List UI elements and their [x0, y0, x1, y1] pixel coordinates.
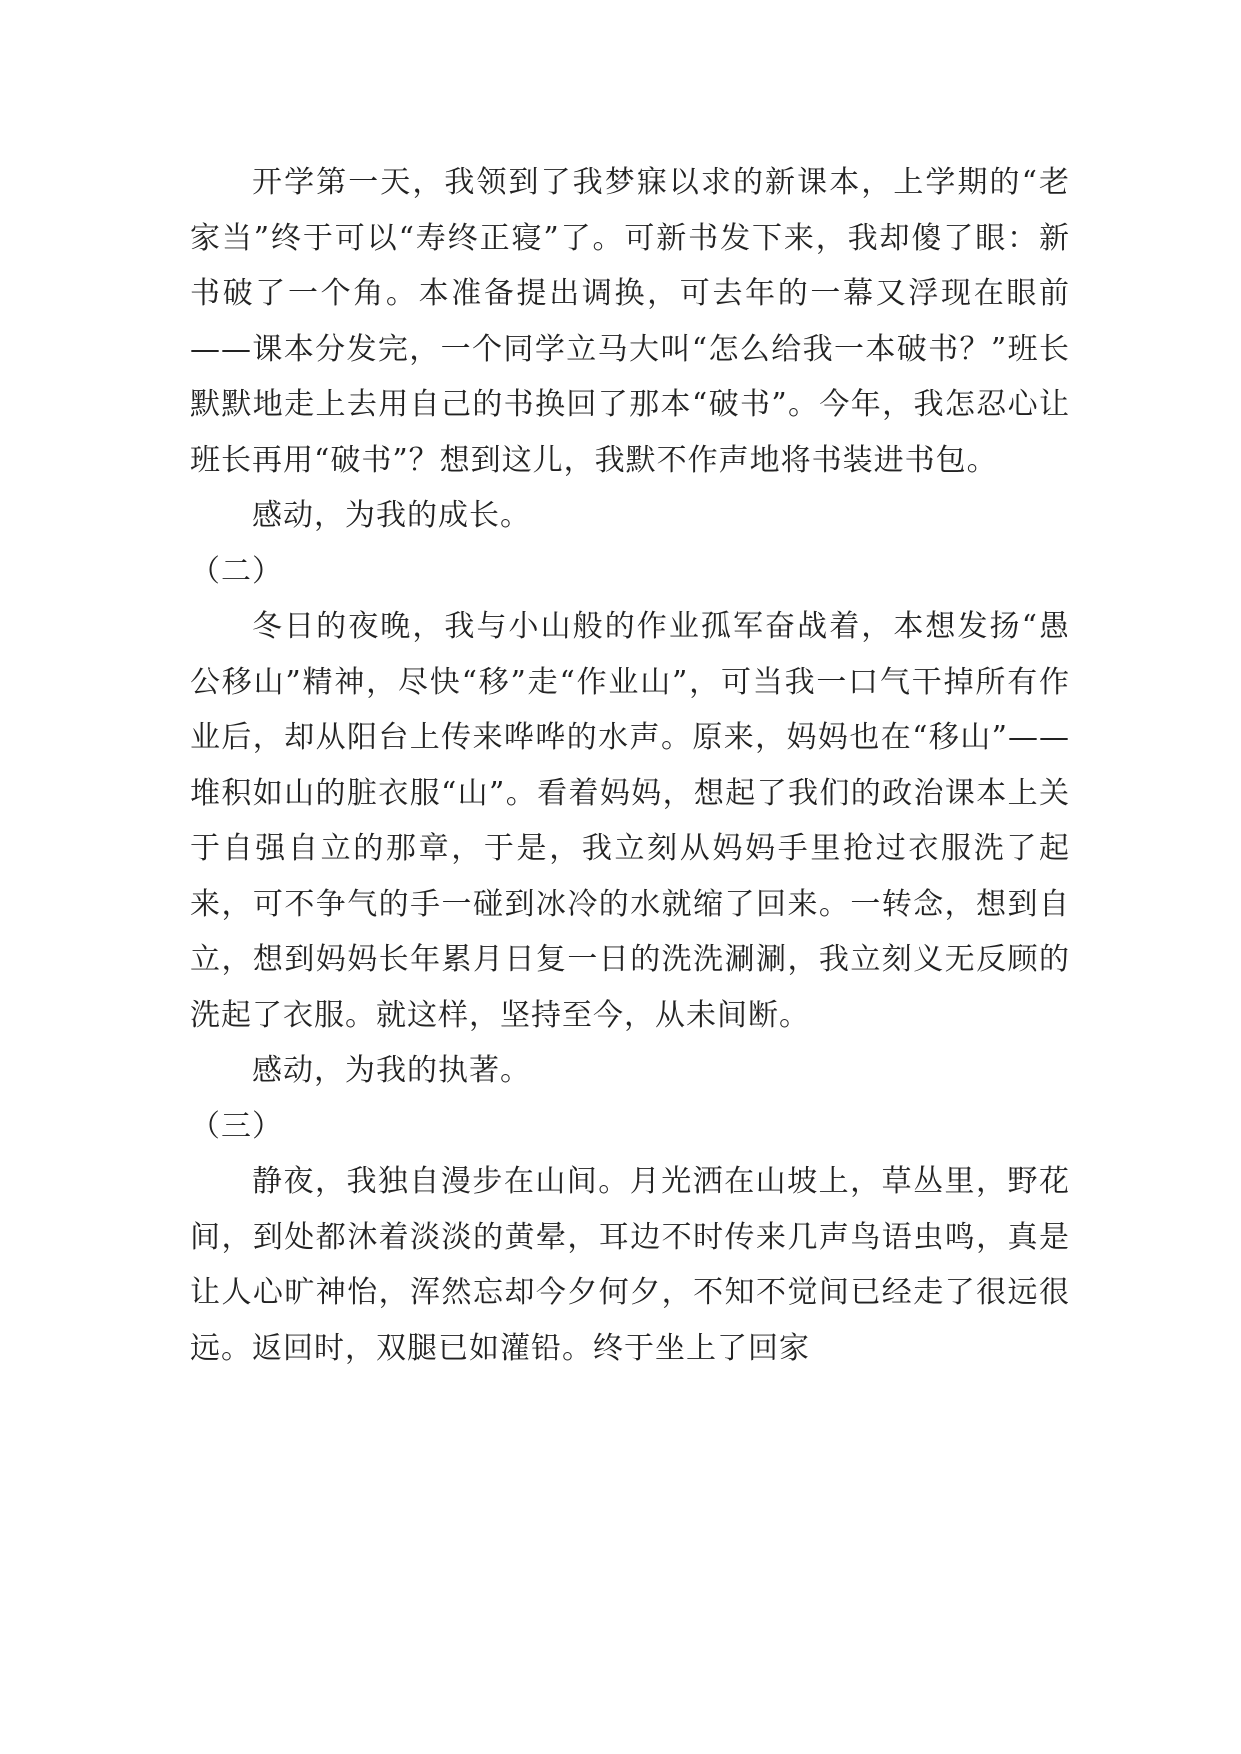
paragraph-new-textbook: 开学第一天，我领到了我梦寐以求的新课本，上学期的“老家当”终于可以“寿终正寝”了。可新书发下来，我却傻了眼：新书破了一个角。本准备提出调换，可去年的一幕又浮现在眼前——课本分发完，一个同学立马大叫“怎么给我一本破书？”班长默默地走上去用自己的书换回了那本“破书”。今年，我怎忍心让班长再用“破书”？想到这儿，我默不作声地将书装进书包。: [190, 165, 1070, 478]
section-heading-three: （三）: [190, 1108, 283, 1144]
essay-body: [190, 155, 1070, 1376]
paragraph-winter-night: 冬日的夜晚，我与小山般的作业孤军奋战着，本想发扬“愚公移山”精神，尽快“移”走“作业山”，可当我一口气干掉所有作业后，却从阳台上传来哗哗的水声。原来，妈妈也在“移山”——堆积如山的脏衣服“山”。看着妈妈，想起了我们的政治课本上关于自强自立的那章，于是，我立刻从妈妈手里抢过衣服洗了起来，可不争气的手一碰到冰冷的水就缩了回来。一转念，想到自立，想到妈妈长年累月日复一日的洗洗涮涮，我立刻义无反顾的洗起了衣服。就这样，坚持至今，从未间断。: [190, 609, 1070, 1033]
paragraph-growth-conclusion: 感动，为我的成长。: [252, 498, 531, 533]
section-heading-two: （二）: [190, 553, 283, 589]
paragraph-quiet-night: 静夜，我独自漫步在山间。月光洒在山坡上，草丛里，野花间，到处都沐着淡淡的黄晕，耳边不时传来几声鸟语虫鸣，真是让人心旷神怡，浑然忘却今夕何夕，不知不觉间已经走了很远很远。返回时，双腿已如灌铅。终于坐上了回家: [190, 1164, 1070, 1366]
paragraph-perseverance-conclusion: 感动，为我的执著。: [252, 1053, 531, 1088]
